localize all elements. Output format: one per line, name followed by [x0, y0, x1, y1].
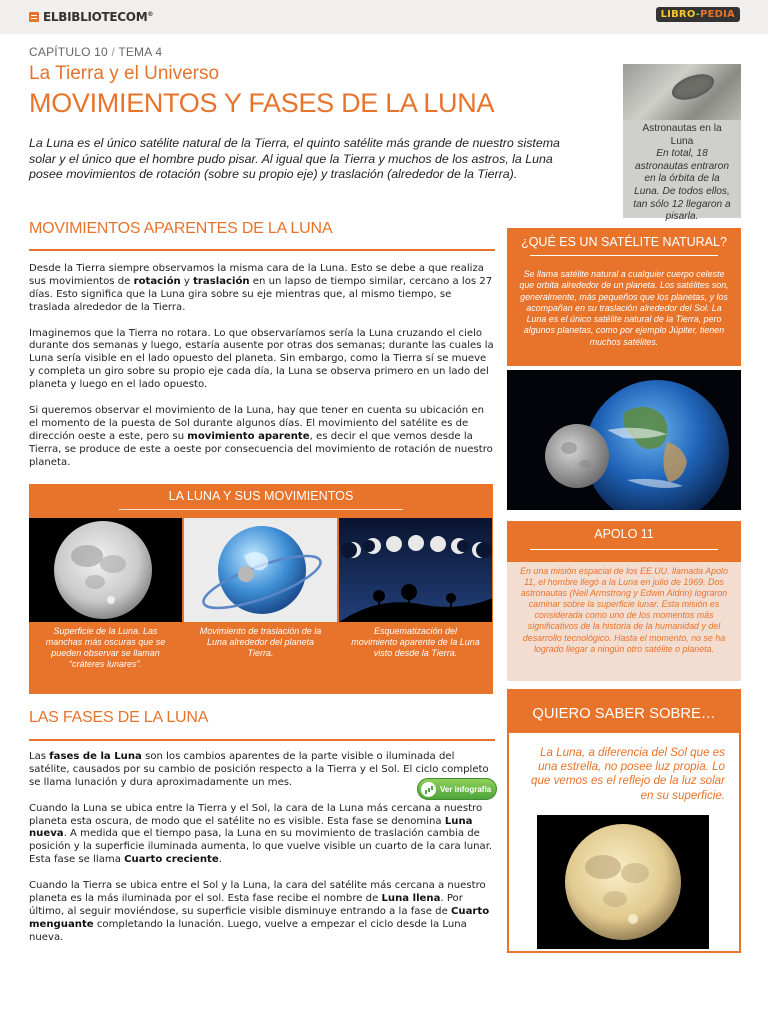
section-heading-fases: LAS FASES DE LA LUNA	[29, 709, 209, 726]
footprint-shape	[669, 69, 718, 105]
section1-paragraph-3: Si queremos observar el movimiento de la Luna, hay que tener en cuenta su ubicación en el momento de la puesta de Sol durante algunos días. El movimiento del satélite es de dirección oeste a este, pero su movimiento aparente, es decir el que vemos desde la Tierra, se produce de este a oeste por consecuencia del movimiento de rotación de nuestro planeta.	[29, 404, 493, 468]
moon-translation-image[interactable]	[184, 518, 337, 622]
astronauts-caption	[623, 120, 741, 223]
ver-infografia-button[interactable]	[417, 778, 497, 800]
footprint-photo	[623, 64, 741, 120]
full-moon-photo[interactable]	[537, 815, 709, 949]
section2-paragraph-3: Cuando la Tierra se ubica entre el Sol y la Luna, la cara del satélite más cercana a nuestro planeta es la más iluminada por el sol. Esta fase recibe el nombre de Luna llena. Por último, al seguir moviéndose, su superficie visible disminuye entrando a la fase de Cuarto menguante completando la lunación. Luego, vuelve a empezar el ciclo desde la Luna nueva.	[29, 880, 490, 943]
astronauts-caption-text: En total, 18 astronautas entraron en la órbita de la Luna. De todos ellos, tan sólo 12 llegaron a pisarla.	[633, 148, 731, 223]
section-divider-2	[29, 739, 495, 741]
section1-paragraph-2: Imaginemos que la Tierra no rotara. Lo que observaríamos sería la Luna cruzando el cielo durante dos semanas y luego, estaría ausente por otras dos semanas; durante las cuales la Luna sería visible en el lado opuesto del planeta. Sin embargo, como la Tierra sí se mueve y completa un giro sobre su propio eje cada día, la Luna se observa primero en un lado del planeta y luego en el lado opuesto.	[29, 327, 494, 391]
moon-movements-gallery	[29, 484, 493, 694]
subject-title: La Tierra y el Universo	[29, 63, 220, 84]
logo-text: ELBIBLIOTECOM®	[43, 10, 154, 24]
gallery-title-underline	[119, 509, 403, 510]
section-divider	[29, 249, 495, 251]
page-title: MOVIMIENTOS Y FASES DE LA LUNA	[29, 88, 495, 118]
book-icon	[29, 12, 39, 22]
earth-moon-photo[interactable]	[507, 370, 741, 510]
apolo-11-underline	[530, 549, 718, 550]
quiero-saber-header	[509, 691, 739, 733]
elbibliotecom-logo[interactable]	[29, 10, 153, 24]
ver-infografia-label: Ver infografía	[440, 784, 492, 794]
section1-paragraph-1: Desde la Tierra siempre observamos la misma cara de la Luna. Esto se debe a que realiza sus movimientos de rotación y traslación en un lapso de tiempo similar, cercano a los 27 días. Esto significa que la Luna gira sobre su eje mientras que, al mismo tiempo, se traslada alrededor de la Tierra.	[29, 263, 493, 313]
satellite-box-text: Se llama satélite natural a cualquier cuerpo celeste que orbita alrededor de un planeta. Los satélites son, generalmente, más pequeños que los planetas, y los acompañan en su traslación alrededor del Sol. La Luna es el único satélite natural de la Tierra, pero algunos planetas, como por ejemplo Júpiter, tienen muchos satélites.	[519, 269, 729, 347]
breadcrumb-separator: /	[111, 45, 115, 59]
libropedia-logo[interactable]: LIBRO-PEDIA	[656, 7, 740, 22]
section2-paragraph-2: Cuando la Luna se ubica entre la Tierra y el Sol, la cara de la Luna más cercana a nuestro planeta esta oscura, de modo que el satélite no es visible. Esta fase se denomina Luna nueva. A medida que el tiempo pasa, la Luna en su movimiento de traslación cambia de posición y la superficie iluminada aumenta, lo que vuelve visible un cuarto de la cara lunar. Esta fase se llama Cuarto creciente.	[29, 802, 493, 866]
section-heading-movimientos: MOVIMIENTOS APARENTES DE LA LUNA	[29, 220, 333, 237]
apolo-11-box	[507, 521, 741, 681]
quiero-saber-box	[507, 689, 741, 953]
gallery-title: LA LUNA Y SUS MOVIMIENTOS	[168, 489, 354, 503]
apolo-11-header	[507, 521, 741, 562]
satellite-box-underline	[530, 255, 718, 256]
section1-body	[29, 263, 495, 482]
satellite-info-box	[507, 228, 741, 366]
astronauts-caption-title: Astronautas en la Luna	[642, 123, 722, 147]
apolo-11-text: En una misión espacial de los EE.UU. llamada Apolo 11, el hombre llegó a la Luna en julio de 1969. Dos astronautas (Neil Armstrong y Edwin Aldrin) lograron caminar sobre la superficie lunar. Esta misión es considerada como uno de los momentos más significativos de la historia de la humanidad y del desarrollo tecnológico. Hasta el momento, no se ha logrado llegar a ningún otro satélite o planeta.	[520, 566, 728, 654]
moon-phases-image[interactable]	[339, 518, 492, 622]
chapter-label: CAPÍTULO 10	[29, 45, 108, 59]
top-bar	[0, 0, 768, 34]
gallery-caption-2: Movimiento de traslación de la Luna alrededor del planeta Tierra.	[199, 626, 322, 658]
topic-label: TEMA 4	[118, 45, 163, 59]
gallery-caption-1: Superficie de la Luna. Las manchas más oscuras que se pueden observar se llaman “cráteres lunares”.	[45, 626, 166, 669]
apolo-11-title: APOLO 11	[594, 527, 654, 541]
chapter-breadcrumb	[29, 45, 162, 59]
intro-paragraph: La Luna es el único satélite natural de la Tierra, el quinto satélite más grande de nuestro sistema solar y el único que el hombre pudo pisar. Al igual que la Tierra y muchos de los astros, la Luna posee movimientos de rotación (sobre su propio eje) y traslación (alrededor de la Tierra).	[29, 136, 560, 181]
quiero-saber-title: QUIERO SABER SOBRE…	[532, 706, 716, 722]
moon-surface-image[interactable]	[29, 518, 182, 622]
quiero-saber-text: La Luna, a diferencia del Sol que es una estrella, no posee luz propia. Lo que vemos es el reflejo de la luz solar en su superficie.	[531, 746, 725, 802]
satellite-box-title: ¿QUÉ ES UN SATÉLITE NATURAL?	[521, 235, 727, 249]
section2-paragraph-1: Las fases de la Luna son los cambios aparentes de la parte visible o iluminada del satélite, causados por su cambio de posición respecto a la Tierra y el Sol. El ciclo completo se llama lunación y dura aproximadamente un mes.	[29, 751, 489, 788]
gallery-caption-3: Esquematización del movimiento aparente de la Luna visto desde la Tierra.	[351, 626, 480, 658]
chart-icon	[421, 782, 436, 797]
